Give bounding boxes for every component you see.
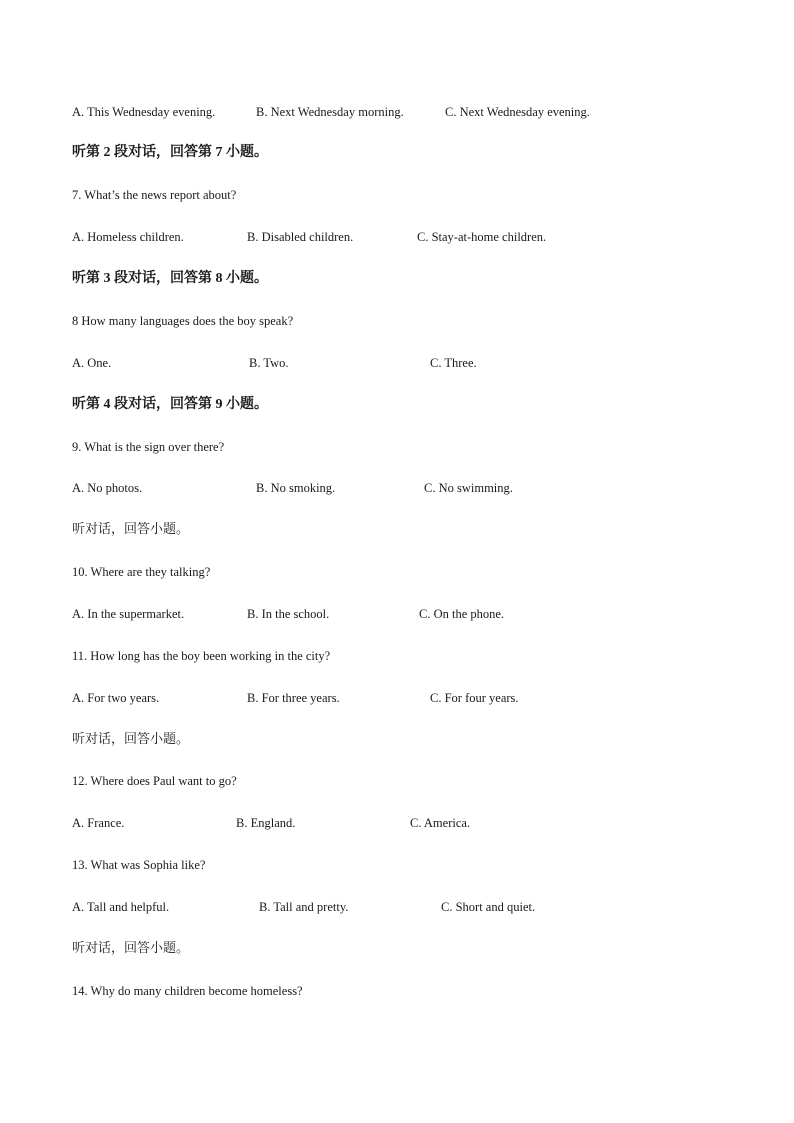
option-a: A. No photos. — [72, 481, 143, 495]
option-b: B. Disabled children. — [247, 230, 354, 244]
question-text: 8 How many languages does the boy speak? — [72, 314, 294, 328]
option-c: C. Three. — [430, 356, 477, 370]
question-text: 12. Where does Paul want to go? — [72, 774, 237, 788]
question-text: 7. What’s the news report about? — [72, 188, 237, 202]
instruction-text: 听对话，回答小题。 — [72, 522, 190, 537]
option-c: C. No swimming. — [424, 481, 513, 495]
question-text: 13. What was Sophia like? — [72, 858, 206, 872]
option-a: A. One. — [72, 356, 112, 370]
option-b: B. England. — [236, 816, 296, 830]
option-a: A. For two years. — [72, 691, 160, 705]
option-a: A. In the supermarket. — [72, 607, 185, 621]
question-text: 9. What is the sign over there? — [72, 440, 225, 454]
section-heading: 听第 4 段对话，回答第 9 小题。 — [72, 397, 268, 412]
option-c: C. Next Wednesday evening. — [445, 105, 590, 119]
option-a: A. This Wednesday evening. — [72, 105, 216, 119]
option-a: A. Homeless children. — [72, 230, 184, 244]
question-text: 10. Where are they talking? — [72, 565, 211, 579]
option-c: C. On the phone. — [419, 607, 505, 621]
option-c: C. America. — [410, 816, 471, 830]
instruction-text: 听对话，回答小题。 — [72, 941, 190, 956]
question-text: 14. Why do many children become homeless? — [72, 984, 303, 998]
option-a: A. France. — [72, 816, 125, 830]
option-a: A. Tall and helpful. — [72, 900, 170, 914]
option-b: B. Next Wednesday morning. — [256, 105, 404, 119]
option-c: C. For four years. — [430, 691, 519, 705]
option-b: B. For three years. — [247, 691, 340, 705]
option-c: C. Short and quiet. — [441, 900, 536, 914]
question-text: 11. How long has the boy been working in the city? — [72, 649, 331, 663]
option-b: B. Two. — [249, 356, 289, 370]
option-b: B. No smoking. — [256, 481, 336, 495]
option-c: C. Stay-at-home children. — [417, 230, 547, 244]
option-b: B. In the school. — [247, 607, 330, 621]
option-b: B. Tall and pretty. — [259, 900, 349, 914]
section-heading: 听第 2 段对话，回答第 7 小题。 — [72, 145, 268, 160]
section-heading: 听第 3 段对话，回答第 8 小题。 — [72, 271, 268, 286]
instruction-text: 听对话，回答小题。 — [72, 732, 190, 747]
